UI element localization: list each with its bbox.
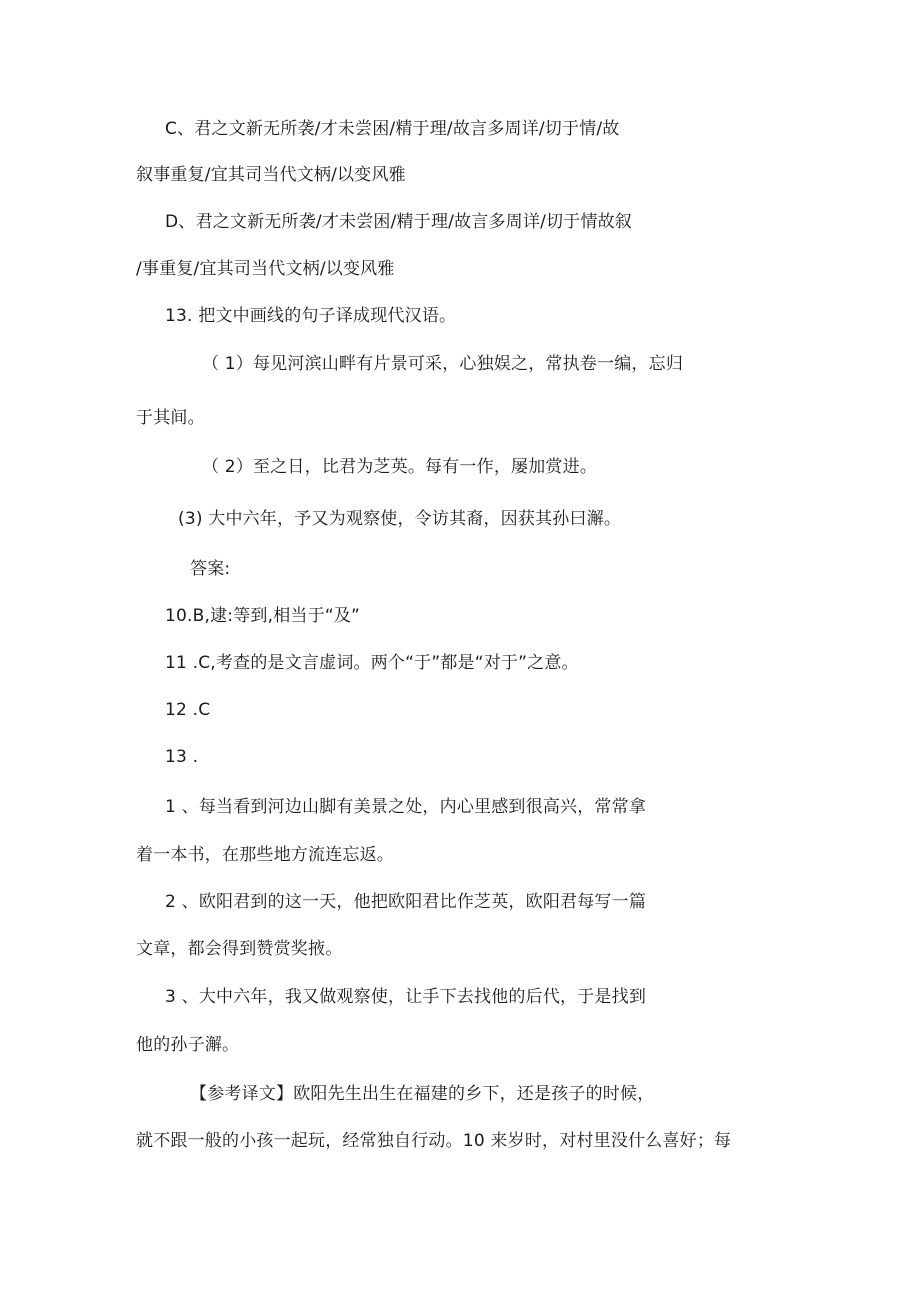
- option-d-line-1: D、君之文新无所袭/才未尝困/精于理/故言多周详/切于情故叙: [165, 212, 632, 232]
- question-13-item-1-line-1: （ 1）每见河滨山畔有片景可采，心独娱之，常执卷一编，忘归: [202, 354, 684, 374]
- translation-1-line-2: 着一本书，在那些地方流连忘返。: [136, 845, 394, 865]
- translation-3-line-2: 他的孙子澥。: [136, 1035, 240, 1055]
- question-13-heading: 13. 把文中画线的句子译成现代汉语。: [165, 306, 457, 326]
- answer-13: 13 .: [165, 747, 199, 767]
- answer-12: 12 .C: [165, 700, 211, 720]
- reference-translation-line-2: 就不跟一般的小孩一起玩，经常独自行动。10 来岁时，对村里没什么喜好；每: [136, 1131, 732, 1151]
- translation-2-line-2: 文章，都会得到赞赏奖掖。: [136, 939, 343, 959]
- translation-1-line-1: 1 、每当看到河边山脚有美景之处，内心里感到很高兴，常常拿: [165, 797, 647, 817]
- answer-11: 11 .C,考查的是文言虚词。两个“于”都是“对于”之意。: [165, 653, 579, 673]
- translation-2-line-1: 2 、欧阳君到的这一天，他把欧阳君比作芝英，欧阳君每写一篇: [165, 892, 647, 912]
- option-d-line-2: /事重复/宜其司当代文柄/以变风雅: [136, 259, 395, 279]
- translation-3-line-1: 3 、大中六年，我又做观察使，让手下去找他的后代，于是找到: [165, 987, 647, 1007]
- answer-10: 10.B,逮:等到,相当于“及”: [165, 606, 361, 626]
- question-13-item-2: （ 2）至之日，比君为芝英。每有一作，屡加赏进。: [202, 457, 598, 477]
- question-13-item-3: (3) 大中六年，予又为观察使，令访其裔，因获其孙曰澥。: [178, 509, 622, 529]
- reference-translation-line-1: 【参考译文】欧阳先生出生在福建的乡下，还是孩子的时候，: [190, 1084, 655, 1104]
- question-13-item-1-line-2: 于其间。: [136, 408, 205, 428]
- option-c-line-2: 叙事重复/宜其司当代文柄/以变风雅: [136, 165, 406, 185]
- answer-heading: 答案:: [190, 559, 231, 579]
- option-c-line-1: C、君之文新无所袭/才未尝困/精于理/故言多周详/切于情/故: [165, 119, 620, 139]
